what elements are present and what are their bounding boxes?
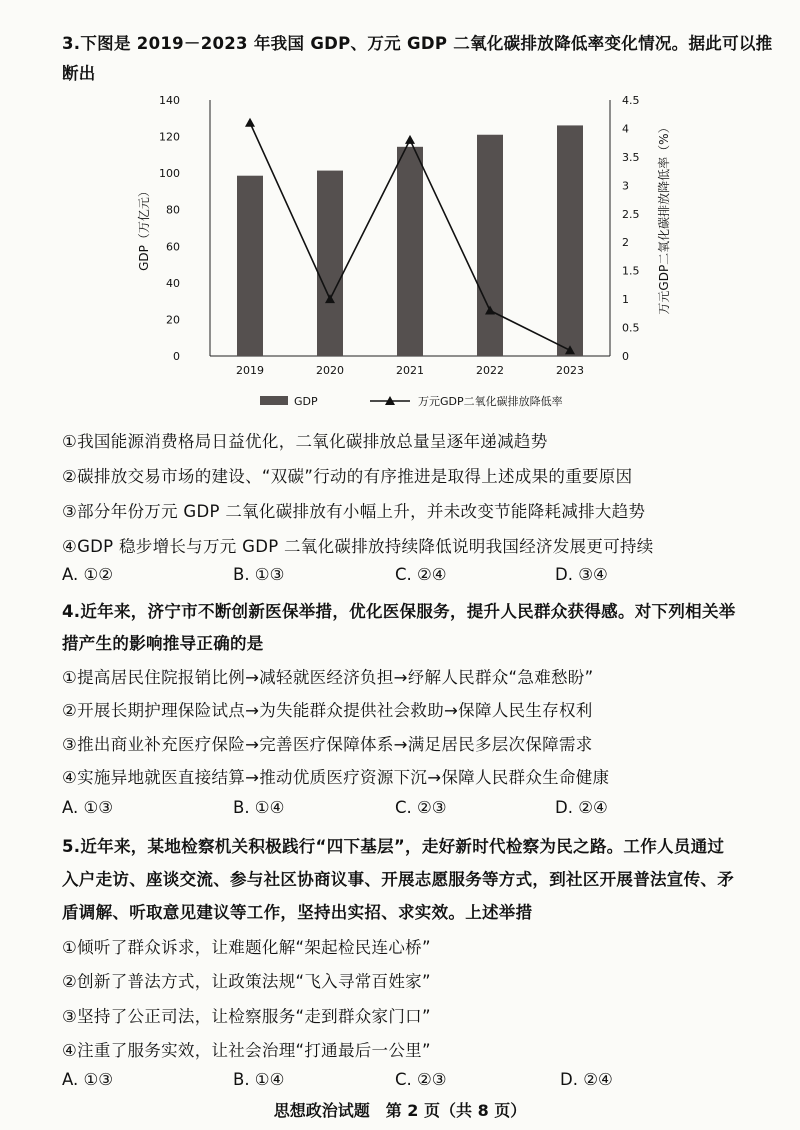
y-tick-left-label: 80 [166, 203, 180, 217]
q5-item-2: ②创新了普法方式，让政策法规“飞入寻常百姓家” [62, 972, 431, 991]
q3-item-3: ③部分年份万元 GDP 二氧化碳排放有小幅上升，并未改变节能降耗减排大趋势 [62, 502, 646, 521]
q5-item-4: ④注重了服务实效，让社会治理“打通最后一公里” [62, 1041, 431, 1060]
y-axis-left-title: GDP（万亿元） [137, 185, 151, 271]
q4-option-b[interactable]: B. ①④ [233, 798, 285, 817]
q3-option-d[interactable]: D. ③④ [555, 565, 608, 584]
q4-option-c[interactable]: C. ②③ [395, 798, 447, 817]
gdp-bar [477, 135, 503, 356]
q5-stem-line1: 5.近年来，某地检察机关积极践行“四下基层”，走好新时代检察为民之路。工作人员通过 [62, 837, 725, 856]
q4-stem-line1: 4.近年来，济宁市不断创新医保举措，优化医保服务，提升人民群众获得感。对下列相关举 [62, 602, 736, 621]
chart-svg [120, 86, 700, 422]
q5-option-a[interactable]: A. ①③ [62, 1070, 114, 1089]
q5-option-c[interactable]: C. ②③ [395, 1070, 447, 1089]
q4-item-2: ②开展长期护理保险试点→为失能群众提供社会救助→保障人民生存权利 [62, 701, 593, 720]
q5-item-3: ③坚持了公正司法，让检察服务“走到群众家门口” [62, 1007, 431, 1026]
page-footer: 思想政治试题 第 2 页（共 8 页） [273, 1101, 527, 1120]
q3-item-1: ①我国能源消费格局日益优化，二氧化碳排放总量呈逐年递减趋势 [62, 432, 548, 451]
y-tick-left-label: 120 [159, 130, 180, 144]
y-tick-right-label: 2.5 [622, 207, 640, 221]
y-tick-left-label: 60 [166, 240, 180, 254]
q5-stem-line3: 盾调解、听取意见建议等工作，坚持出实招、求实效。上述举措 [62, 903, 533, 922]
emission-rate-point [405, 135, 415, 144]
emission-rate-point [245, 118, 255, 127]
q3-stem-line1: 3.下图是 2019－2023 年我国 GDP、万元 GDP 二氧化碳排放降低率变化情况。据此可以推 [62, 34, 773, 53]
y-tick-right-label: 0.5 [622, 321, 640, 335]
q4-item-1: ①提高居民住院报销比例→减轻就医经济负担→纾解人民群众“急难愁盼” [62, 668, 594, 687]
y-tick-left-label: 100 [159, 167, 180, 181]
q5-option-d[interactable]: D. ②④ [560, 1070, 613, 1089]
y-tick-right-label: 1 [622, 293, 629, 307]
y-tick-left-label: 40 [166, 276, 180, 290]
q5-stem-line2: 入户走访、座谈交流、参与社区协商议事、开展志愿服务等方式，到社区开展普法宣传、矛 [62, 870, 734, 889]
q4-option-a[interactable]: A. ①③ [62, 798, 114, 817]
x-tick-label: 2020 [316, 364, 344, 377]
q4-stem-line2: 措产生的影响推导正确的是 [62, 634, 264, 653]
q4-item-4: ④实施异地就医直接结算→推动优质医疗资源下沉→保障人民群众生命健康 [62, 768, 610, 787]
y-tick-right-label: 0 [622, 350, 629, 363]
x-tick-label: 2021 [396, 364, 424, 377]
legend-gdp-swatch [260, 396, 288, 405]
q3-option-a[interactable]: A. ①② [62, 565, 114, 584]
x-tick-label: 2023 [556, 364, 584, 377]
gdp-bar [317, 171, 343, 356]
legend-line-label: 万元GDP二氧化碳排放降低率 [418, 395, 563, 408]
legend-gdp-label: GDP [294, 395, 318, 408]
y-tick-left-label: 140 [159, 94, 180, 107]
y-tick-right-label: 3.5 [622, 150, 640, 164]
q5-item-1: ①倾听了群众诉求，让难题化解“架起检民连心桥” [62, 938, 431, 957]
q3-stem-line2: 断出 [62, 64, 96, 83]
q3-chart [120, 86, 700, 422]
y-tick-right-label: 4 [622, 122, 629, 136]
y-tick-right-label: 3 [622, 179, 629, 193]
q3-item-2: ②碳排放交易市场的建设、“双碳”行动的有序推进是取得上述成果的重要原因 [62, 467, 633, 486]
y-tick-right-label: 1.5 [622, 264, 640, 278]
q3-item-4: ④GDP 稳步增长与万元 GDP 二氧化碳排放持续降低说明我国经济发展更可持续 [62, 537, 654, 556]
q4-item-3: ③推出商业补充医疗保险→完善医疗保障体系→满足居民多层次保障需求 [62, 735, 593, 754]
y-tick-left-label: 20 [166, 313, 180, 327]
y-tick-left-label: 0 [173, 350, 180, 363]
gdp-bar [557, 125, 583, 356]
x-tick-label: 2022 [476, 364, 504, 377]
q5-option-b[interactable]: B. ①④ [233, 1070, 285, 1089]
y-tick-right-label: 2 [622, 236, 629, 250]
x-tick-label: 2019 [236, 364, 264, 377]
y-axis-right-title: 万元GDP二氧化碳排放降低率（%） [657, 121, 671, 315]
q3-option-b[interactable]: B. ①③ [233, 565, 285, 584]
y-tick-right-label: 4.5 [622, 94, 640, 107]
gdp-bar [237, 176, 263, 356]
q3-option-c[interactable]: C. ②④ [395, 565, 447, 584]
gdp-bar [397, 147, 423, 356]
q4-option-d[interactable]: D. ②④ [555, 798, 608, 817]
